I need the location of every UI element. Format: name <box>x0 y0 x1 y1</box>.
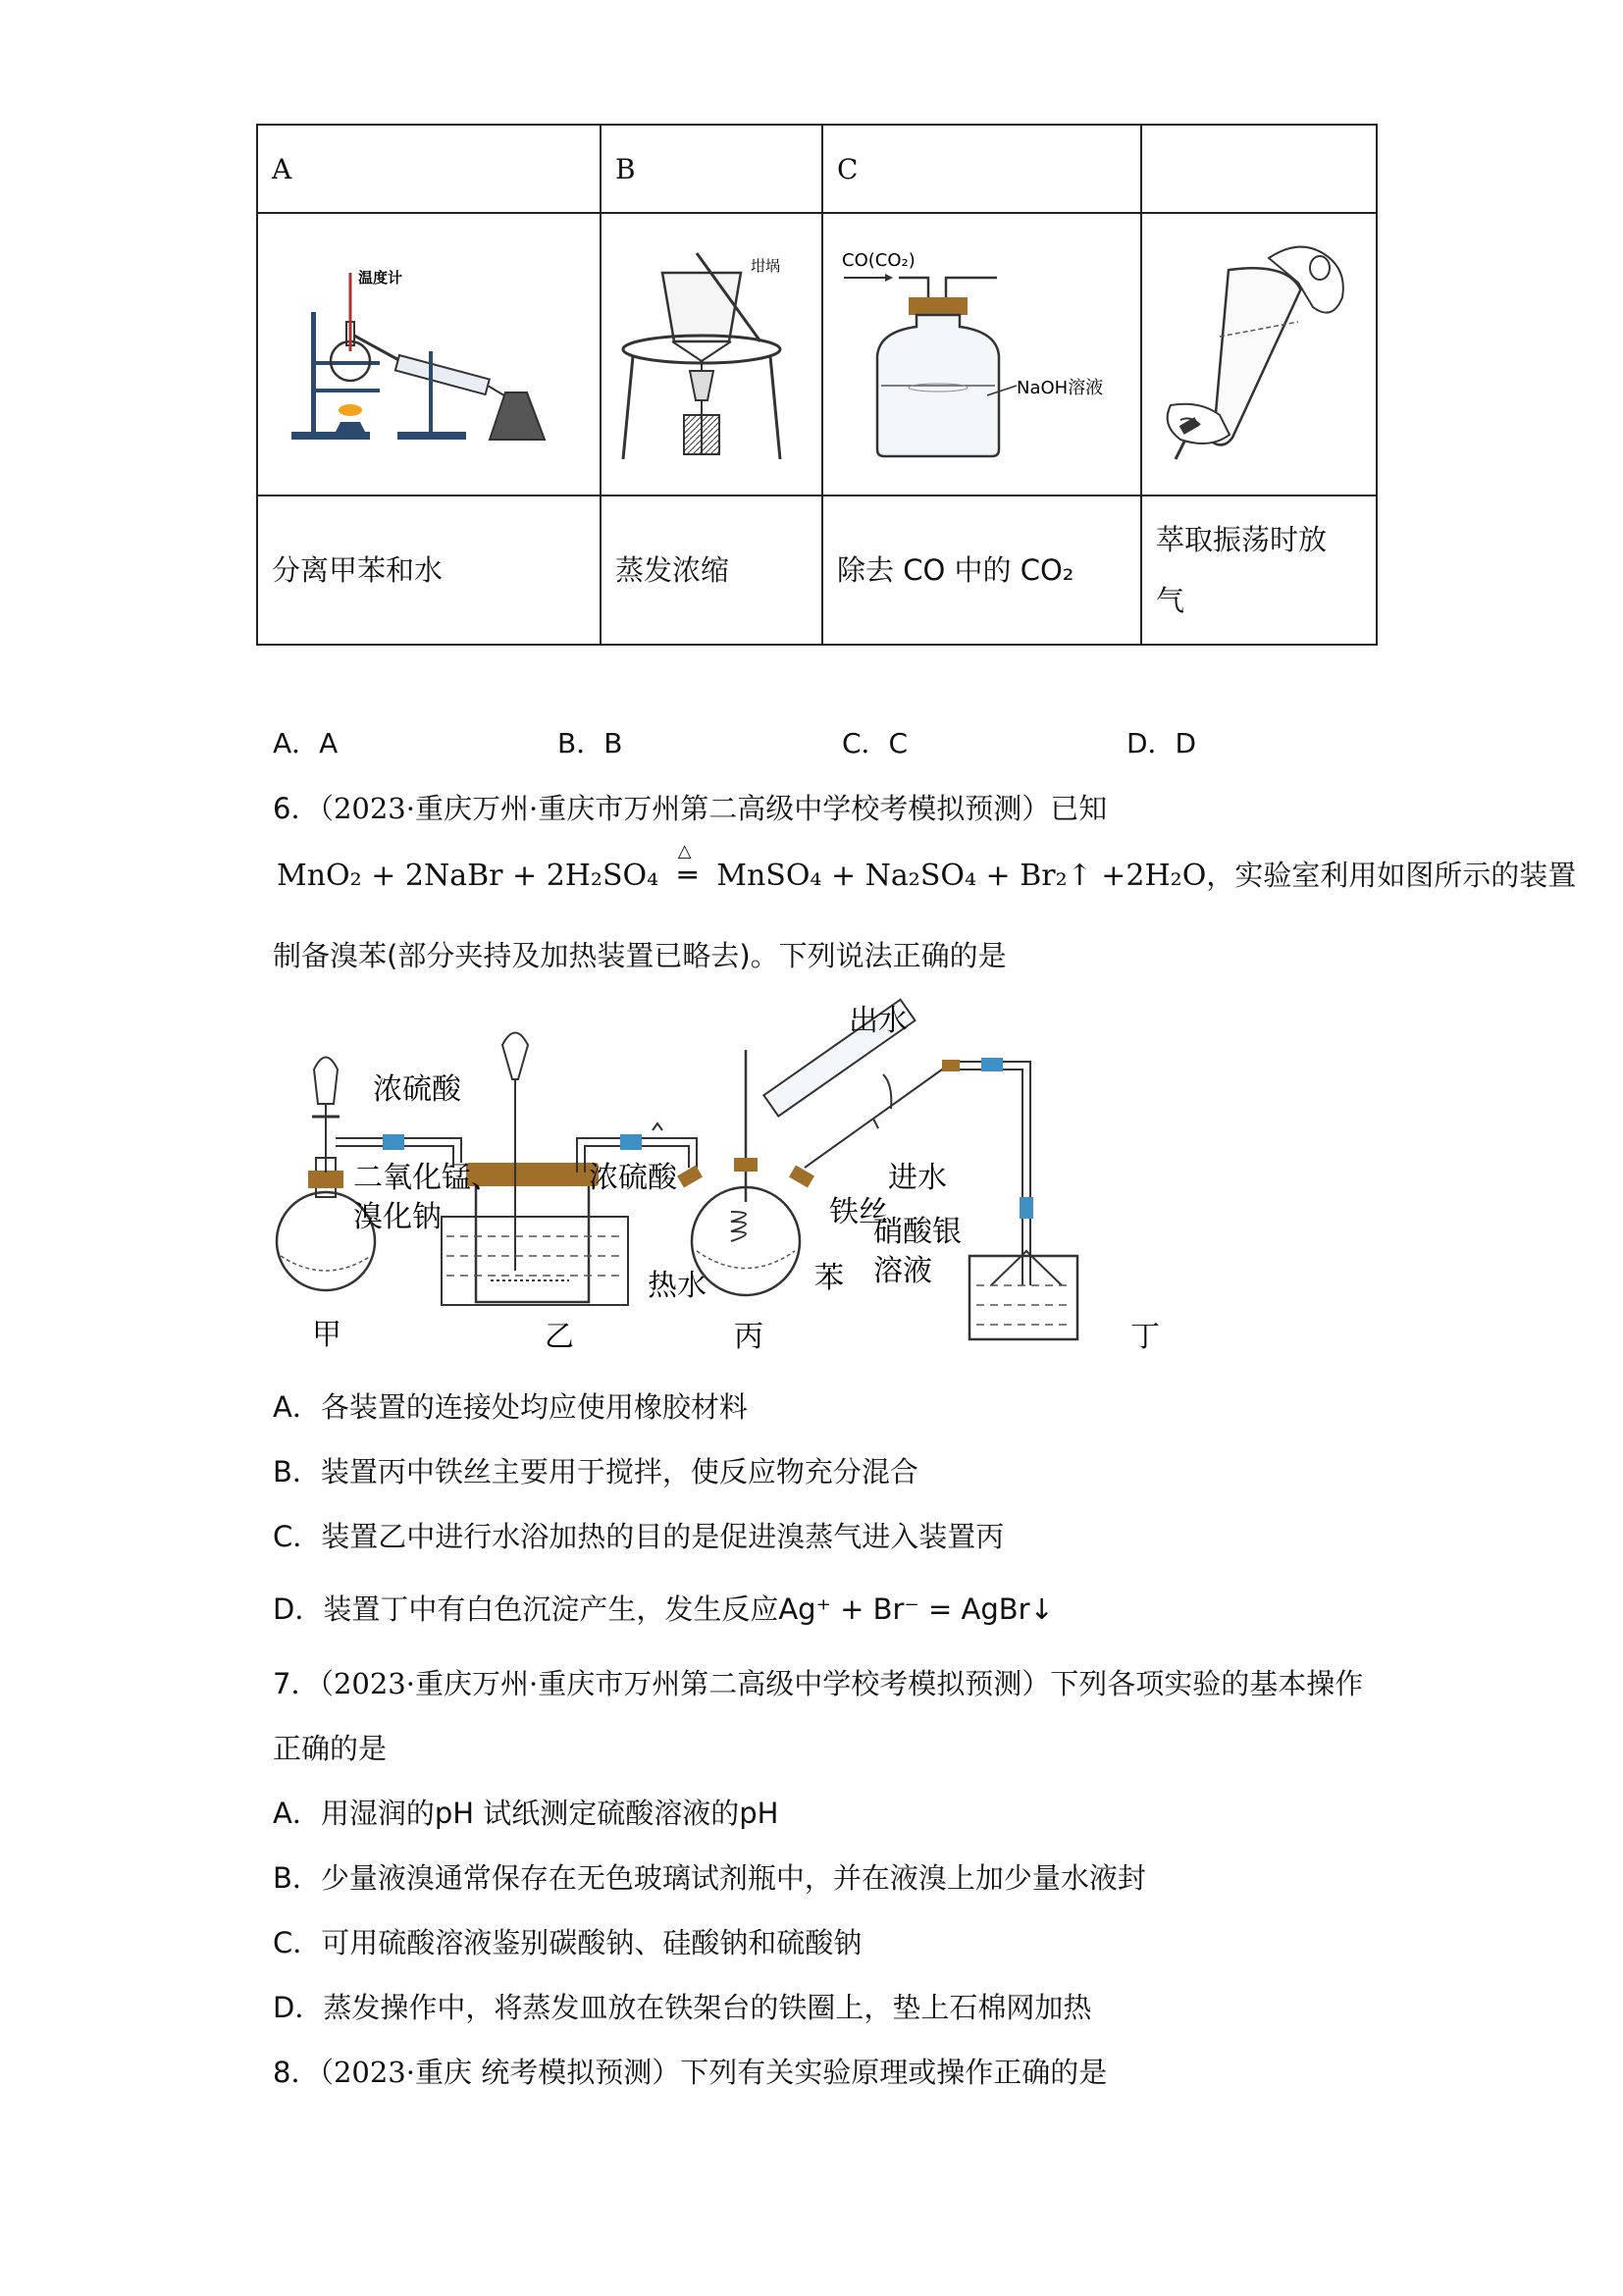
q7-number: 7． <box>273 1667 320 1700</box>
q6-option-c: C．装置乙中进行水浴加热的目的是促进溴蒸气进入装置丙 <box>273 1520 1005 1553</box>
q5-header-row <box>257 125 1377 213</box>
label-conc-sulfuric-top: 浓硫酸 <box>373 1072 461 1107</box>
q5-header-b: B <box>601 125 822 213</box>
label-conc-sulfuric-b: 浓硫酸 <box>589 1161 677 1195</box>
q5-image-b <box>601 213 822 496</box>
gas-washing-bottle-icon <box>830 238 1134 464</box>
label-hot-water: 热水 <box>648 1269 707 1303</box>
thermometer-label: 温度计 <box>358 268 403 287</box>
label-yi: 乙 <box>545 1320 574 1354</box>
q5-image-row <box>257 213 1377 496</box>
q6-stem-line3: 制备溴苯(部分夹持及加热装置已略去)。下列说法正确的是 <box>273 939 1007 972</box>
q7-option-c: C．可用硫酸溶液鉴别碳酸钠、硅酸钠和硫酸钠 <box>273 1926 863 1959</box>
q5-options-table <box>256 124 1378 646</box>
label-agno3-line1: 硝酸银 <box>873 1215 962 1249</box>
q6-option-a: A．各装置的连接处均应使用橡胶材料 <box>273 1390 748 1424</box>
q6-equation-left: MnO₂ + 2NaBr + 2H₂SO₄ <box>277 859 659 893</box>
q6-option-b: B．装置丙中铁丝主要用于搅拌，使反应物充分混合 <box>273 1455 918 1488</box>
bromobenzene-apparatus-diagram <box>265 991 1207 1354</box>
q5-option-d: D．D <box>1126 727 1197 759</box>
q5-desc-c: 除去 CO 中的 CO₂ <box>822 496 1141 645</box>
q6-equation-condition: △ <box>677 841 692 861</box>
q7-option-b: B．少量液溴通常保存在无色玻璃试剂瓶中，并在液溴上加少量水液封 <box>273 1861 1146 1895</box>
q6-equation-right: MnSO₄ + Na₂SO₄ + Br₂↑ +2H₂O <box>716 859 1207 893</box>
q5-header-a: A <box>257 125 601 213</box>
q6-option-d: D．装置丁中有白色沉淀产生，发生反应Ag⁺ + Br⁻ = AgBr↓ <box>273 1592 1054 1626</box>
q8-source: （2023·重庆 统考模拟预测） <box>319 2056 681 2089</box>
crucible-on-tripod-icon <box>613 234 810 469</box>
q6-equation-arrow: △ ═ <box>677 841 697 893</box>
label-benzene: 苯 <box>814 1261 844 1295</box>
separatory-funnel-venting-icon <box>1151 229 1367 474</box>
q7-option-a: A．用湿润的pH 试纸测定硫酸溶液的pH <box>273 1797 779 1830</box>
q8-number: 8． <box>273 2056 320 2089</box>
q5-option-b: B．B <box>557 727 623 759</box>
naoh-solution-label: NaOH溶液 <box>1016 377 1103 398</box>
q5-image-a <box>257 213 601 496</box>
q6-stem-line1 <box>273 787 1107 827</box>
q5-desc-d: 萃取振荡时放气 <box>1141 496 1377 645</box>
label-mno2-line1: 二氧化锰、 <box>353 1161 500 1195</box>
q5-desc-a: 分离甲苯和水 <box>257 496 601 645</box>
gas-inlet-label: CO(CO₂) <box>841 249 916 271</box>
crucible-label: 坩埚 <box>751 256 781 275</box>
label-mno2-line2: 溴化钠 <box>353 1200 442 1234</box>
distillation-apparatus-icon <box>282 253 576 449</box>
q7-stem-line1 <box>273 1662 1363 1702</box>
q6-source: （2023·重庆万州·重庆市万州第二高级中学校考模拟预测） <box>319 792 1051 825</box>
q6-stem-start: 已知 <box>1050 792 1108 825</box>
q5-image-c <box>822 213 1141 496</box>
q7-stem-line2: 正确的是 <box>273 1732 388 1765</box>
q6-stem-after-eq: ，实验室利用如图所示的装置 <box>1206 859 1577 892</box>
q7-option-d: D．蒸发操作中，将蒸发皿放在铁架台的铁圈上，垫上石棉网加热 <box>273 1991 1092 2024</box>
label-ding: 丁 <box>1130 1320 1160 1354</box>
label-jia: 甲 <box>312 1318 341 1352</box>
q6-equation <box>277 841 1577 894</box>
q7-source: （2023·重庆万州·重庆市万州第二高级中学校考模拟预测） <box>319 1667 1051 1700</box>
q5-desc-b: 蒸发浓缩 <box>601 496 822 645</box>
q8-stem-text: 下列有关实验原理或操作正确的是 <box>680 2056 1108 2089</box>
label-water-out: 出水 <box>849 1004 908 1038</box>
label-iron-wire: 铁丝 <box>829 1195 888 1229</box>
label-agno3-line2: 溶液 <box>873 1254 932 1288</box>
q5-option-a: A．A <box>273 727 339 759</box>
label-bing: 丙 <box>734 1320 763 1354</box>
q5-option-c: C．C <box>842 727 909 759</box>
q8-stem <box>273 2051 1107 2091</box>
q5-description-row <box>257 496 1377 645</box>
q6-number: 6． <box>273 792 320 825</box>
q5-image-d <box>1141 213 1377 496</box>
q7-stem-tail: 下列各项实验的基本操作 <box>1050 1667 1364 1700</box>
q5-header-c: C <box>822 125 1141 213</box>
label-water-in: 进水 <box>888 1161 947 1195</box>
q5-header-d <box>1141 125 1377 213</box>
